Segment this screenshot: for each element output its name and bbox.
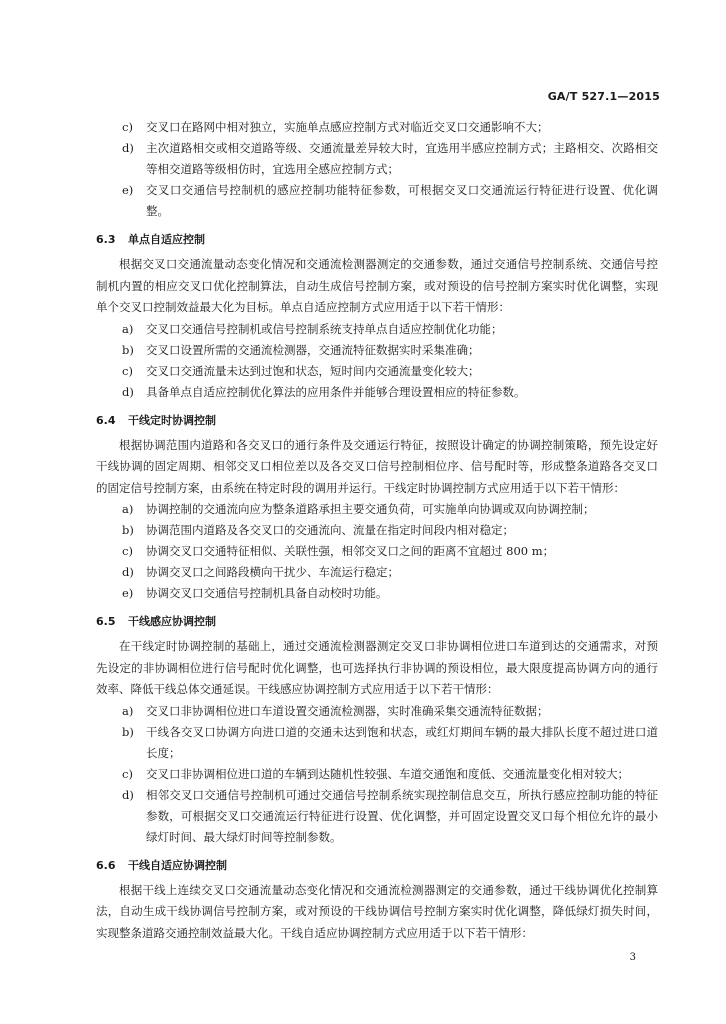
list-item-label: b): [122, 523, 134, 537]
page-number: 3: [629, 952, 636, 963]
list-item-text: 相邻交叉口交通信号控制机可通过交通信号控制系统实现控制信息交互，所执行感应控制功能的特征参数，可根据交叉口交通流运行特征进行设置、优化调整，并可固定设置交叉口每个相位允许的最小绿灯时间、最大绿灯时间等控制参数。: [146, 787, 658, 844]
list-item-label: e): [122, 586, 134, 600]
list-item-text: 交叉口非协调相位进口车道设置交通流检测器，实时准确采集交通流特征数据；: [146, 703, 549, 718]
list-item-label: b): [122, 342, 134, 357]
list-item-label: e): [122, 183, 134, 197]
list-item: [96, 340, 658, 361]
list-item-label: c): [122, 363, 133, 378]
list-item-label: a): [122, 321, 134, 336]
list-item-label: d): [122, 384, 134, 399]
list-item-label: d): [122, 141, 134, 155]
section-title: 单点自适应控制: [128, 233, 205, 246]
list-item: [96, 562, 658, 583]
list-item: [96, 382, 658, 403]
list-item-label: b): [122, 724, 134, 739]
document-body: [96, 117, 658, 944]
list-item: [96, 319, 658, 340]
list-item-text: 协调控制的交通流向应为整条道路承担主要交通负荷，可实施单向协调或双向协调控制；: [146, 502, 595, 516]
section-6-6: [96, 855, 658, 945]
list-item-text: 交叉口设置所需的交通流检测器，交通流特征数据实时采集准确；: [146, 342, 480, 357]
document-code: GA/T 527.1—2015: [547, 90, 660, 103]
section-number: 6.5: [96, 615, 116, 628]
section-paragraph: 根据协调范围内道路和各交叉口的通行条件及交通运行特征，按照设计确定的协调控制策略，预先设定好干线协调的固定周期、相邻交叉口相位差以及各交叉口信号控制相位序、信号配时等，形成整条道路各交叉口的固定信号控制方案，由系统在特定时段的调用并运行。干线定时协调控制方式应用适于以下若干情形：: [96, 437, 658, 495]
section-heading: [96, 855, 658, 876]
sections-container: [96, 229, 658, 944]
list-item: [96, 701, 658, 722]
section-6-4: [96, 410, 658, 605]
section-6-5: [96, 611, 658, 848]
list-item: [96, 541, 658, 562]
list-item: [96, 180, 658, 222]
list-item: [96, 499, 658, 520]
list-item-label: d): [122, 565, 134, 579]
list-item-label: c): [122, 120, 133, 134]
list-item: [96, 722, 658, 764]
list-item-text: 干线各交叉口协调方向进口道的交通未达到饱和状态，或红灯期间车辆的最大排队长度不超过进口道长度；: [146, 724, 658, 760]
section-number: 6.6: [96, 858, 116, 872]
list-item-label: a): [122, 703, 134, 718]
list-item-text: 交叉口交通信号控制机或信号控制系统支持单点自适应控制优化功能；: [146, 321, 503, 336]
list-item-text: 交叉口交通流量未达到过饱和状态，短时间内交通流量变化较大；: [146, 363, 480, 378]
list-item-text: 协调交叉口交通特征相似、关联性强，相邻交叉口之间的距离不宜超过 800 m；: [146, 544, 555, 558]
list-item-text: 交叉口非协调相位进口道的车辆到达随机性较强、车道交通饱和度低、交通流量变化相对较大；: [146, 766, 629, 781]
list-item-text: 协调交叉口之间路段横向干扰少、车流运行稳定；: [146, 565, 399, 579]
list-item-label: d): [122, 787, 134, 802]
list-item: [96, 361, 658, 382]
section-heading: [96, 611, 658, 632]
list-item: [96, 764, 658, 785]
list-item-text: 具备单点自适应控制优化算法的应用条件并能够合理设置相应的特征参数。: [146, 384, 526, 399]
list-item-text: 协调交叉口交通信号控制机具备自动校时功能。: [146, 586, 388, 600]
section-number: 6.3: [96, 233, 116, 246]
section-heading: [96, 229, 658, 250]
section-paragraph: 根据干线上连续交叉口交通流量动态变化情况和交通流检测器测定的交通参数，通过干线协调优化控制算法，自动生成干线协调信号控制方案，或对预设的干线协调信号控制方案实时优化调整，降低绿灯损失时间，实现整条道路交通控制效益最大化。干线自适应协调控制方式应用适于以下若干情形：: [96, 882, 658, 940]
list-item-label: a): [122, 502, 134, 516]
section-paragraph: 在干线定时协调控制的基础上，通过交通流检测器测定交叉口非协调相位进口车道到达的交通需求，对预先设定的非协调相位进行信号配时优化调整，也可选择执行非协调的预设相位，最大限度提高协调方向的通行效率、降低干线总体交通延误。干线感应协调控制方式应用适于以下若干情形：: [96, 639, 658, 696]
section-title: 干线定时协调控制: [128, 413, 216, 427]
list-item-text: 交叉口交通信号控制机的感应控制功能特征参数，可根据交叉口交通流运行特征进行设置、优化调整。: [146, 183, 658, 218]
section-title: 干线感应协调控制: [128, 615, 216, 628]
section-6-3: [96, 229, 658, 403]
list-item: [96, 138, 658, 180]
list-item-text: 协调范围内道路及各交叉口的交通流向、流量在指定时间段内相对稳定；: [146, 523, 514, 537]
section-heading: [96, 410, 658, 431]
intro-list: [96, 117, 658, 222]
list-item: [96, 583, 658, 604]
list-item-text: 交叉口在路网中相对独立，实施单点感应控制方式对临近交叉口交通影响不大；: [146, 120, 549, 134]
list-item-label: c): [122, 544, 133, 558]
list-item: [96, 520, 658, 541]
list-item-label: c): [122, 766, 133, 781]
section-title: 干线自适应协调控制: [128, 858, 227, 872]
list-item: [96, 117, 658, 138]
section-paragraph: 根据交叉口交通流量动态变化情况和交通流检测器测定的交通参数，通过交通信号控制系统、交通信号控制机内置的相应交叉口优化控制算法，自动生成信号控制方案，或对预设的信号控制方案实时优化调整，实现单个交叉口控制效益最大化为目标。单点自适应控制方式应用适于以下若干情形：: [96, 257, 658, 314]
list-item: [96, 785, 658, 848]
section-number: 6.4: [96, 413, 116, 427]
list-item-text: 主次道路相交或相交道路等级、交通流量差异较大时，宜选用半感应控制方式；主路相交、次路相交等相交道路等级相仿时，宜选用全感应控制方式；: [146, 141, 658, 176]
